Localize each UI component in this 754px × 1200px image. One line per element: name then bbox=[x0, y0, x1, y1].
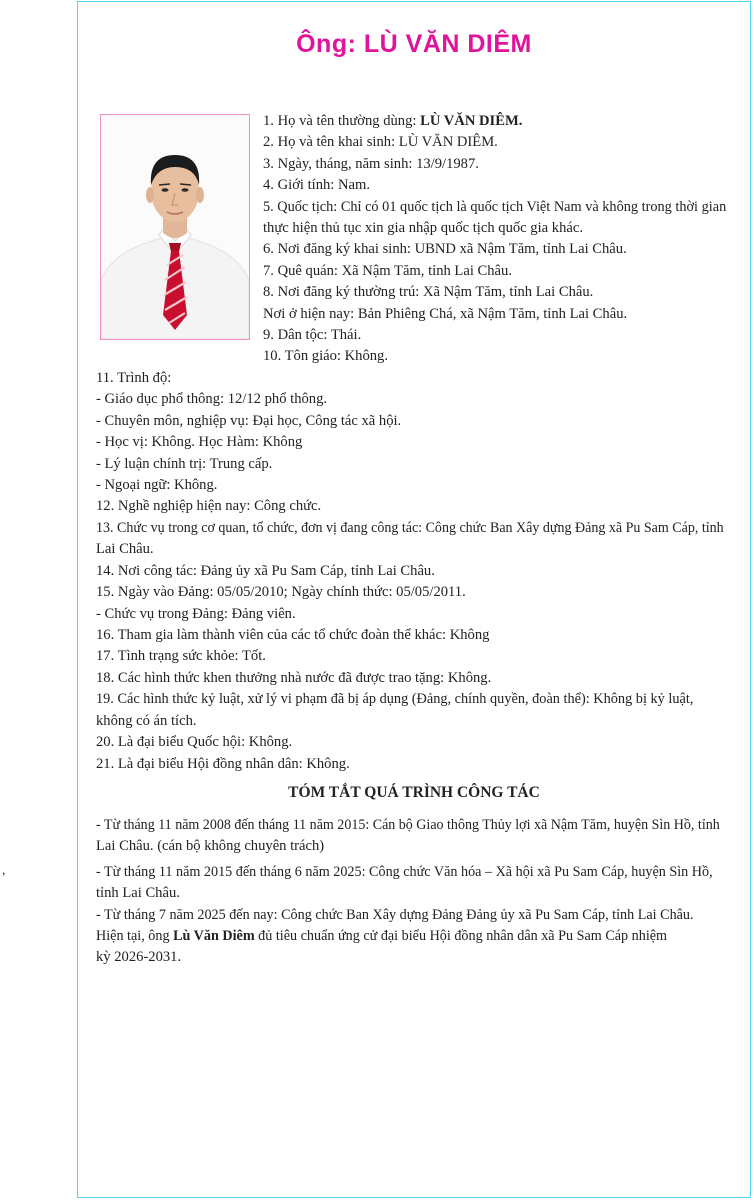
career-line-2b: tỉnh Lai Châu. bbox=[96, 885, 180, 901]
info-line-20: 20. Là đại biểu Quốc hội: Không. bbox=[96, 734, 293, 750]
career-line-2a: - Từ tháng 11 năm 2015 đến tháng 6 năm 2025: Công chức Văn hóa – Xã hội xã Pu Sam Cáp, huyện Sìn Hồ, bbox=[96, 864, 713, 880]
info-line-11d: - Lý luận chính trị: Trung cấp. bbox=[96, 456, 273, 472]
info-line-16: 16. Tham gia làm thành viên của các tổ chức đoàn thể khác: Không bbox=[96, 627, 490, 643]
info-line-2: 2. Họ và tên khai sinh: LÙ VĂN DIÊM. bbox=[263, 134, 498, 150]
info-line-11e: - Ngoại ngữ: Không. bbox=[96, 477, 218, 493]
career-section-title: TÓM TẮT QUÁ TRÌNH CÔNG TÁC bbox=[288, 784, 540, 801]
info-line-6: 6. Nơi đăng ký khai sinh: UBND xã Nậm Tăm, tỉnh Lai Châu. bbox=[263, 241, 627, 257]
candidate-photo bbox=[100, 114, 250, 340]
info-line-11b: - Chuyên môn, nghiệp vụ: Đại học, Công tác xã hội. bbox=[96, 413, 402, 429]
career-line-3: - Từ tháng 7 năm 2025 đến nay: Công chức Ban Xây dựng Đảng Đảng ủy xã Pu Sam Cáp, tỉnh Lai Châu. bbox=[96, 907, 694, 923]
career-line-4b: kỳ 2026-2031. bbox=[96, 949, 182, 965]
info-line-19a: 19. Các hình thức kỷ luật, xử lý vi phạm đã bị áp dụng (Đảng, chính quyền, đoàn thể): Không bị kỷ luật, bbox=[96, 691, 694, 707]
info-line-17: 17. Tình trạng sức khỏe: Tốt. bbox=[96, 648, 266, 664]
info-line-11: 11. Trình độ: bbox=[96, 370, 172, 386]
info-line-1: 1. Họ và tên thường dùng: LÙ VĂN DIÊM. bbox=[263, 113, 523, 129]
info-line-21: 21. Là đại biểu Hội đồng nhân dân: Không. bbox=[96, 756, 350, 772]
career-line-1b: Lai Châu. (cán bộ không chuyên trách) bbox=[96, 838, 325, 854]
info-line-14: 14. Nơi công tác: Đảng ủy xã Pu Sam Cáp, tỉnh Lai Châu. bbox=[96, 563, 435, 579]
info-line-13a: 13. Chức vụ trong cơ quan, tổ chức, đơn vị đang công tác: Công chức Ban Xây dựng Đảng xã Pu Sam Cáp, tỉnh bbox=[96, 520, 724, 536]
page-title: Ông: LÙ VĂN DIÊM bbox=[296, 30, 532, 58]
info-line-9: 9. Dân tộc: Thái. bbox=[263, 327, 362, 343]
info-line-15: 15. Ngày vào Đảng: 05/05/2010; Ngày chính thức: 05/05/2011. bbox=[96, 584, 466, 600]
career-line-4a: Hiện tại, ông Lù Văn Diêm đủ tiêu chuẩn ứng cử đại biểu Hội đồng nhân dân xã Pu Sam Cáp nhiệm bbox=[96, 928, 668, 944]
stray-mark: , bbox=[2, 863, 6, 878]
info-line-15b: - Chức vụ trong Đảng: Đảng viên. bbox=[96, 606, 296, 622]
info-line-7: 7. Quê quán: Xã Nậm Tăm, tỉnh Lai Châu. bbox=[263, 263, 512, 279]
info-line-12: 12. Nghề nghiệp hiện nay: Công chức. bbox=[96, 498, 322, 514]
info-line-5a: 5. Quốc tịch: Chỉ có 01 quốc tịch là quốc tịch Việt Nam và không trong thời gian bbox=[263, 199, 727, 215]
info-line-8: 8. Nơi đăng ký thường trú: Xã Nậm Tăm, tỉnh Lai Châu. bbox=[263, 284, 594, 300]
info-line-11a: - Giáo dục phổ thông: 12/12 phổ thông. bbox=[96, 391, 328, 407]
info-line-8b: Nơi ở hiện nay: Bản Phiêng Chá, xã Nậm Tăm, tỉnh Lai Châu. bbox=[263, 306, 628, 322]
info-line-10: 10. Tôn giáo: Không. bbox=[263, 348, 388, 364]
info-line-11c: - Học vị: Không. Học Hàm: Không bbox=[96, 434, 303, 450]
career-line-1a: - Từ tháng 11 năm 2008 đến tháng 11 năm 2015: Cán bộ Giao thông Thủy lợi xã Nậm Tăm, huyện Sìn Hồ, tỉnh bbox=[96, 817, 720, 833]
info-line-18: 18. Các hình thức khen thưởng nhà nước đã được trao tặng: Không. bbox=[96, 670, 492, 686]
info-line-13b: Lai Châu. bbox=[96, 541, 154, 557]
info-line-5b: thực hiện thủ tục xin gia nhập quốc tịch quốc gia khác. bbox=[263, 220, 583, 236]
info-line-19b: không có án tích. bbox=[96, 713, 197, 729]
info-line-4: 4. Giới tính: Nam. bbox=[263, 177, 371, 193]
info-line-3: 3. Ngày, tháng, năm sinh: 13/9/1987. bbox=[263, 156, 479, 172]
